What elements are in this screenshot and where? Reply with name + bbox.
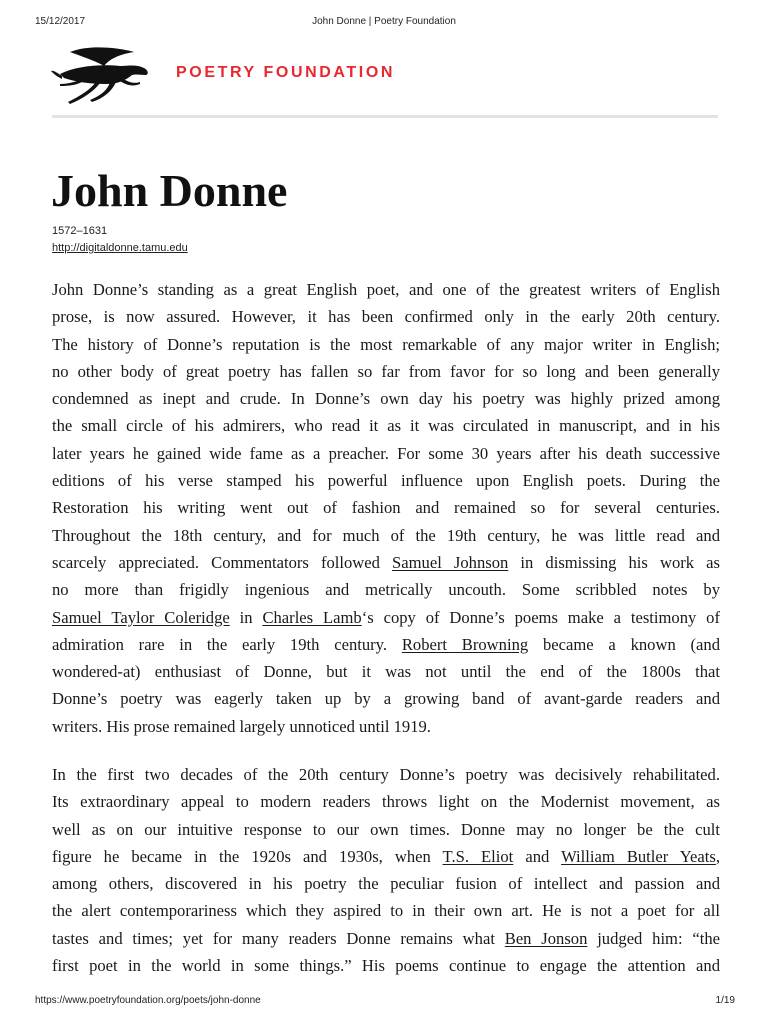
ts-eliot-link[interactable]: T.S. Eliot <box>442 846 514 866</box>
print-page-title: John Donne | Poetry Foundation <box>312 16 456 27</box>
text-line: well as on our intuitive response to our own times. Donne may no longer be the cult <box>52 819 720 839</box>
text-line: Restoration his writing went out of fashion and remained so for several centuries. <box>52 498 720 518</box>
text-line: editions of his verse stamped his powerful influence upon English poets. During the <box>52 471 720 491</box>
text-line: writers. His prose remained largely unnoticed until 1919. <box>52 716 431 736</box>
william-butler-yeats-link[interactable]: William Butler Yeats <box>561 846 716 866</box>
text-line: among others, discovered in his poetry the peculiar fusion of intellect and passion and <box>52 874 720 894</box>
samuel-johnson-link[interactable]: Samuel Johnson <box>392 552 509 572</box>
text-segment: judged him: “the <box>597 928 720 948</box>
ben-jonson-link[interactable]: Ben Jonson <box>504 928 588 948</box>
biography-paragraph-2 <box>52 761 720 979</box>
text-line: In the first two decades of the 20th century Donne’s poetry was decisively rehabilitated. <box>52 765 720 784</box>
text-line <box>52 925 720 952</box>
samuel-taylor-coleridge-link[interactable]: Samuel Taylor Coleridge <box>52 607 230 627</box>
text-line <box>52 549 720 576</box>
text-line: The history of Donne’s reputation is the most remarkable of any major writer in English; <box>52 334 720 354</box>
text-line <box>52 604 720 631</box>
print-date: 15/12/2017 <box>35 16 86 27</box>
charles-lamb-link[interactable]: Charles Lamb <box>262 607 362 627</box>
text-line: later years he gained wide fame as a preacher. For some 30 years after his death successive <box>52 443 720 463</box>
text-line <box>52 843 720 870</box>
print-header <box>0 16 768 30</box>
text-line: the small circle of his admirers, who read it as it was circulated in manuscript, and in his <box>52 416 720 436</box>
poetry-foundation-logo[interactable] <box>50 44 450 108</box>
biography-paragraph-1 <box>52 276 720 740</box>
text-segment: scarcely appreciated. Commentators followed <box>52 552 380 572</box>
print-url: https://www.poetryfoundation.org/poets/john-donne <box>35 995 261 1006</box>
print-footer <box>0 995 768 1009</box>
text-segment: tastes and times; yet for many readers Donne remains what <box>52 928 495 948</box>
page-number: 1/19 <box>715 995 735 1006</box>
text-line: the alert contemporariness which they aspired to in their own art. He is not a poet for all <box>52 901 720 921</box>
text-segment: in dismissing his work as <box>520 552 720 572</box>
text-segment: and <box>525 846 550 866</box>
text-line: no more than frigidly ingenious and metrically uncouth. Some scribbled notes by <box>52 580 720 600</box>
text-line: Donne’s poetry was eagerly taken up by a growing band of avant-garde readers and <box>52 689 720 709</box>
text-line: John Donne’s standing as a great English poet, and one of the greatest writers of English <box>52 280 720 299</box>
text-segment: figure he became in the 1920s and 1930s, when <box>52 846 431 866</box>
poet-website-link[interactable]: http://digitaldonne.tamu.edu <box>52 242 188 254</box>
text-line: condemned as inept and crude. In Donne’s own day his poetry was highly prized among <box>52 389 720 409</box>
text-line: prose, is now assured. However, it has been confirmed only in the early 20th century. <box>52 307 720 327</box>
text-segment: admiration rare in the early 19th century. <box>52 634 388 654</box>
text-segment: became a known (and <box>542 634 721 654</box>
poet-name: John Donne <box>51 165 288 216</box>
text-line: no other body of great poetry has fallen so far from favor for so long and been generally <box>52 361 720 381</box>
poet-dates: 1572–1631 <box>52 225 108 237</box>
text-line: first poet in the world in some things.” His poems continue to engage the attention and <box>52 956 720 976</box>
text-segment: ‘s copy of Donne’s poems make a testimony of <box>361 607 720 627</box>
header-divider <box>52 115 718 118</box>
robert-browning-link[interactable]: Robert Browning <box>401 634 529 654</box>
text-line: wondered-at) enthusiast of Donne, but it was not until the end of the 1800s that <box>52 662 720 682</box>
text-segment: , <box>715 846 720 866</box>
brand-name: POETRY FOUNDATION <box>176 64 396 81</box>
text-line: Its extraordinary appeal to modern readers throws light on the Modernist movement, as <box>52 792 720 812</box>
text-segment: in <box>239 607 253 627</box>
pegasus-icon <box>50 44 152 106</box>
text-line <box>52 631 720 658</box>
text-line: Throughout the 18th century, and for much of the 19th century, he was little read and <box>52 525 720 545</box>
